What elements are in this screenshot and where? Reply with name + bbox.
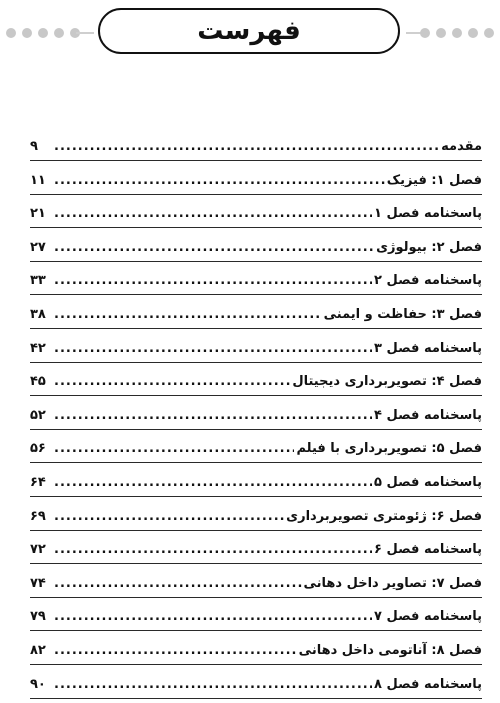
toc-entry-label: فصل ۵: تصویربرداری با فیلم [296,441,482,457]
toc-entry-page: ۶۹ [30,508,46,524]
toc-entry-label: پاسخنامه فصل ۶ [374,542,482,558]
dot-leader [54,605,372,629]
header-divider-left [76,32,94,34]
dot-leader [54,169,385,193]
toc-entry[interactable] [30,670,482,699]
toc-entry-label: فصل ۶: ژئومتری تصویربرداری [286,508,482,524]
toc-entry-page: ۳۸ [30,306,46,322]
toc-entry-label: فصل ۸: آناتومی داخل دهانی [298,642,482,658]
dot [468,28,478,38]
toc-entry-page: ۵۶ [30,441,46,457]
dot-leader [54,505,284,529]
toc-entry-label: فصل ۳: حفاظت و ایمنی [323,306,482,322]
toc-entry-page: ۷۲ [30,542,46,558]
dot [38,28,48,38]
dot [436,28,446,38]
toc-entry[interactable] [30,132,482,161]
dot-leader [54,135,439,159]
dot-leader [54,337,372,361]
decorative-dots-left [6,28,80,38]
toc-entry-page: ۳۳ [30,273,46,289]
dot-leader [54,404,372,428]
dot-leader [54,572,302,596]
dot-leader [54,303,322,327]
dot-leader [54,269,372,293]
toc-entry-page: ۸۲ [30,642,46,658]
toc-entry[interactable] [30,367,482,396]
toc-entry-label: پاسخنامه فصل ۷ [374,609,482,625]
dot-leader [54,236,374,260]
toc-entry-page: ۲۷ [30,239,46,255]
dot [420,28,430,38]
toc-entry[interactable] [30,401,482,430]
toc-entry[interactable] [30,233,482,262]
toc-entry-page: ۷۴ [30,575,46,591]
table-of-contents [30,132,482,703]
toc-entry-page: ۵۲ [30,407,46,423]
toc-entry[interactable] [30,569,482,598]
toc-entry-page: ۹۰ [30,676,46,692]
decorative-dots-right [420,28,494,38]
dot [6,28,16,38]
toc-entry[interactable] [30,468,482,497]
page-title: فهرست [197,16,301,46]
toc-entry-label: مقدمه [441,139,482,154]
toc-entry-page: ۴۲ [30,340,46,356]
toc-entry-label: پاسخنامه فصل ۴ [374,407,482,423]
toc-entry[interactable] [30,266,482,295]
toc-entry-label: پاسخنامه فصل ۳ [374,340,482,356]
dot [484,28,494,38]
toc-entry-label: فصل ۴: تصویربرداری دیجیتال [292,374,482,390]
toc-entry[interactable] [30,502,482,531]
dot [54,28,64,38]
toc-entry-label: فصل ۱: فیزیک [386,172,482,188]
dot [452,28,462,38]
toc-entry-page: ۷۹ [30,609,46,625]
toc-entry-label: پاسخنامه فصل ۲ [374,273,482,289]
dot [22,28,32,38]
toc-entry[interactable] [30,434,482,463]
toc-entry[interactable] [30,535,482,564]
dot-leader [54,471,372,495]
toc-entry-page: ۹ [30,139,38,154]
toc-entry-label: پاسخنامه فصل ۵ [374,474,482,490]
toc-entry[interactable] [30,199,482,228]
toc-entry-label: فصل ۲: بیولوژی [376,239,482,255]
title-frame [98,8,400,54]
toc-entry-page: ۴۵ [30,374,46,390]
toc-entry[interactable] [30,300,482,329]
toc-entry-label: پاسخنامه فصل ۸ [374,676,482,692]
dot-leader [54,370,290,394]
toc-entry-page: ۶۴ [30,474,46,490]
toc-entry[interactable] [30,636,482,665]
toc-entry-page: ۲۱ [30,206,46,222]
dot-leader [54,202,372,226]
toc-entry[interactable] [30,334,482,363]
dot-leader [54,437,294,461]
dot-leader [54,538,372,562]
toc-entry-label: پاسخنامه فصل ۱ [374,206,482,222]
toc-entry-page: ۱۱ [30,172,46,188]
dot-leader [54,639,297,663]
toc-entry[interactable] [30,166,482,195]
dot-leader [54,673,372,697]
toc-entry-label: فصل ۷: تصاویر داخل دهانی [303,575,482,591]
toc-entry[interactable] [30,602,482,631]
page-header [0,8,500,58]
